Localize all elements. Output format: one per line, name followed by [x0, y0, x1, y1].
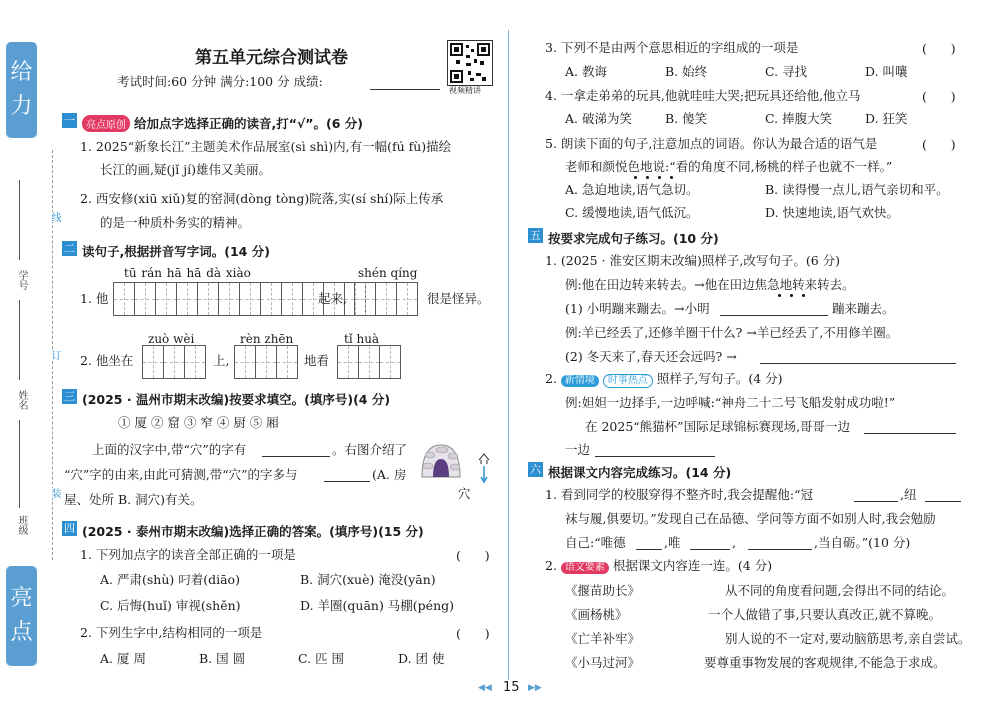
- pinyin-1: tū rán hā hā dà xiào: [124, 266, 251, 280]
- sidebar-top-label: 给 力: [10, 60, 33, 119]
- xue-glyph: 穴: [458, 486, 471, 501]
- match-right-1[interactable]: 从不同的角度看问题,会得出不同的结论。: [725, 583, 954, 598]
- current-affairs-tag: 时事热点: [603, 374, 653, 388]
- s5-blank-4[interactable]: [595, 456, 715, 457]
- r-q5: 5. 朗读下面的句子,注意加点的词语。你认为最合适的语气是: [545, 136, 878, 151]
- r-q5-d: D. 快速地读,语气欢快。: [765, 205, 899, 220]
- xingming-line[interactable]: [19, 300, 20, 380]
- s2-line-2a: 2. 他坐在: [80, 353, 134, 368]
- match-left-3[interactable]: 《亡羊补牢》: [565, 631, 641, 646]
- r-q5-line-2: 老师和颜悦色地说:“看的角度不同,杨桃的样子也就不一样。”: [565, 159, 893, 174]
- pinyin-4: rèn zhēn: [240, 332, 294, 346]
- r-q4: 4. 一拿走弟弟的玩具,他就哇哇大哭;把玩具还给他,他立马: [545, 88, 861, 103]
- qr-caption: 视频精讲: [449, 86, 481, 95]
- s4-q2-b: B. 国 圆: [199, 651, 246, 666]
- r-q3-d: D. 叫嚷: [865, 64, 908, 79]
- s2-line-1a: 1. 他: [80, 291, 109, 306]
- match-right-3[interactable]: 别人说的不一定对,要动脑筋思考,亲自尝试。: [725, 631, 971, 646]
- cave-image: [420, 441, 462, 479]
- s4-q2: 2. 下列生字中,结构相同的一项是: [80, 625, 263, 640]
- evolution-arrow-icon: [478, 452, 490, 486]
- s1-line-3: 2. 西安修(xiū xiǔ)复的窑洞(dòng tòng)院落,实(sí shí)际上传承: [80, 191, 444, 206]
- s2-line-1c: 很是怪异。: [427, 291, 490, 306]
- emphasis-dot: [634, 176, 637, 179]
- page-title: 第五单元综合测试卷: [195, 48, 348, 68]
- s5-line-8: 在 2025“熊猫杯”国际足球锦标赛现场,哥哥一边: [585, 419, 851, 434]
- s5-line-5: (2) 冬天来了,春天还会远吗? →: [565, 349, 737, 364]
- s5-line-2: 例:他在田边转来转去。→他在田边焦急地转来转去。: [565, 277, 855, 292]
- emphasis-dot: [778, 294, 781, 297]
- s6-blank-3[interactable]: [636, 549, 662, 550]
- match-left-1[interactable]: 《揠苗助长》: [565, 583, 641, 598]
- ding-mark: 订: [49, 350, 60, 360]
- s5-line-9: 一边: [565, 442, 591, 457]
- tiangrid-3[interactable]: [142, 345, 206, 379]
- s1-line-1: 1. 2025“新象长江”主题美术作品展室(sì shì)内,有一幅(fú fù)描绘: [80, 139, 452, 154]
- s1-line-4: 的是一种质朴务实的精神。: [100, 215, 251, 230]
- s6-blank-5[interactable]: [748, 549, 812, 550]
- sidebar-bottom-label: 亮 点: [10, 586, 33, 645]
- r-q5-b: B. 读得慢一点儿,语气亲切和平。: [765, 182, 949, 197]
- s5-line-6: 2. 新情境 时事热点 照样子,写句子。(4 分): [545, 371, 783, 386]
- s1-line-2: 长江的画,疑(jǐ jí)雄伟又美丽。: [100, 162, 271, 177]
- s6-line-3d: ,当自砺。”(10 分): [814, 535, 911, 550]
- xingming-label: 姓名: [16, 390, 27, 410]
- s4-q2-d: D. 团 使: [398, 651, 445, 666]
- s6-line-4-text: 根据课文内容连一连。(4 分): [612, 558, 773, 573]
- s4-q2-answer[interactable]: ( ): [456, 626, 490, 641]
- s5-blank-1[interactable]: [720, 315, 828, 316]
- emphasis-dot: [646, 176, 649, 179]
- original-tag: 亮点原创: [82, 115, 130, 132]
- s6-line-3b: ,唯: [664, 535, 681, 550]
- r-q3: 3. 下列不是由两个意思相近的字组成的一项是: [545, 40, 799, 55]
- page-divider: [508, 30, 509, 680]
- zhuang-mark: 装: [49, 488, 60, 498]
- section-3-title: (2025 · 温州市期末改编)按要求填空。(填序号)(4 分): [82, 392, 391, 407]
- xian-mark: 线: [49, 212, 60, 222]
- s3-line-2: “穴”字的由来,由此可猜测,带“穴”的字多与: [64, 467, 298, 482]
- r-q5-answer[interactable]: ( ): [922, 137, 956, 152]
- s4-q1-a: A. 严肃(shù) 叼着(diāo): [100, 572, 240, 587]
- page-number: 15: [503, 680, 520, 695]
- s4-q1: 1. 下列加点字的读音全部正确的一项是: [80, 547, 296, 562]
- next-arrows-icon: ▶▶: [528, 683, 542, 693]
- xuehao-line[interactable]: [19, 180, 20, 260]
- match-left-2[interactable]: 《画杨桃》: [565, 607, 628, 622]
- r-q3-answer[interactable]: ( ): [922, 41, 956, 56]
- section-4-number: 四: [64, 522, 75, 535]
- s6-line-3a: 自己:“唯德: [565, 535, 626, 550]
- r-q3-b: B. 始终: [665, 64, 708, 79]
- section-1-title: 给加点字选择正确的读音,打“√”。(6 分): [134, 116, 363, 131]
- s5-line-3b: 蹦来蹦去。: [832, 301, 895, 316]
- s6-blank-4[interactable]: [690, 549, 730, 550]
- pinyin-2: shén qíng: [358, 266, 418, 280]
- s6-blank-1[interactable]: [854, 501, 898, 502]
- s5-line-1: 1. (2025 · 淮安区期末改编)照样子,改写句子。(6 分): [545, 253, 841, 268]
- glyph-evolution: [478, 452, 488, 486]
- match-right-2[interactable]: 一个人做错了事,只要认真改正,就不算晚。: [708, 607, 941, 622]
- section-3-number: 三: [64, 390, 75, 403]
- s5-line-3a: (1) 小明蹦来蹦去。→小明: [565, 301, 710, 316]
- s5-line-7: 例:妲妲一边择手,一边呼喊:“神舟二十二号飞船发射成功啦!”: [565, 395, 896, 410]
- banji-label: 班级: [16, 515, 27, 535]
- qr-code[interactable]: [447, 40, 493, 86]
- section-6-number: 六: [530, 463, 541, 476]
- s4-q2-a: A. 厦 周: [100, 651, 146, 666]
- r-q4-a: A. 破涕为笑: [565, 111, 632, 126]
- emphasis-dot: [790, 294, 793, 297]
- match-right-4[interactable]: 要尊重事物发展的客观规律,不能急于求成。: [704, 655, 946, 670]
- s4-q2-c: C. 匹 围: [298, 651, 345, 666]
- s5-line-6-text: 照样子,写句子。(4 分): [656, 371, 783, 386]
- s2-line-2b: 上,: [213, 353, 230, 368]
- pinyin-3: zuò wèi: [148, 332, 195, 346]
- s5-blank-3[interactable]: [864, 433, 956, 434]
- match-left-4[interactable]: 《小马过河》: [565, 655, 641, 670]
- s3-line-2b: (A. 房: [372, 467, 407, 482]
- pinyin-5: tǐ huà: [344, 332, 380, 346]
- r-q3-c: C. 寻找: [765, 64, 808, 79]
- r-q3-a: A. 教诲: [565, 64, 607, 79]
- cave-icon: [420, 441, 462, 479]
- s4-q1-answer[interactable]: ( ): [456, 548, 490, 563]
- tiangrid-4[interactable]: [234, 345, 298, 379]
- sidebar-bottom-badge: [6, 566, 37, 666]
- yuwen-tag: 语文要素: [561, 562, 609, 574]
- prev-arrows-icon: ◀◀: [478, 683, 492, 693]
- s3-blank-2[interactable]: [324, 481, 370, 482]
- s4-q1-c: C. 后悔(huǐ) 审视(shěn): [100, 598, 241, 613]
- s5-blank-2[interactable]: [760, 363, 956, 364]
- s3-line-3: 屋、处所 B. 洞穴)有关。: [64, 492, 203, 507]
- s5-line-4: 例:羊已经丢了,还修羊圈干什么? →羊已经丢了,不用修羊圈。: [565, 325, 899, 340]
- s6-line-4: 2. 语文要素 根据课文内容连一连。(4 分): [545, 558, 773, 573]
- s3-line-1: 上面的汉字中,带“穴”的字有: [92, 442, 247, 457]
- s4-q1-b: B. 洞穴(xuè) 淹没(yān): [300, 572, 436, 587]
- section-4-title: (2025 · 泰州市期末改编)选择正确的答案。(填序号)(15 分): [82, 524, 424, 539]
- r-q4-c: C. 捧腹大笑: [765, 111, 833, 126]
- s3-blank-1[interactable]: [262, 456, 330, 457]
- banji-line[interactable]: [19, 420, 20, 508]
- r-q4-d: D. 狂笑: [865, 111, 908, 126]
- section-5-title: 按要求完成句子练习。(10 分): [548, 231, 719, 246]
- section-2-number: 二: [64, 242, 75, 255]
- tiangrid-2[interactable]: [354, 282, 418, 316]
- s2-line-1b: 起来,: [318, 291, 347, 306]
- r-q4-b: B. 傻笑: [665, 111, 708, 126]
- xuehao-label: 学号: [16, 270, 27, 290]
- qr-code-icon: [448, 41, 492, 85]
- section-5-number: 五: [530, 229, 541, 242]
- s4-q1-d: D. 羊圈(quān) 马棚(péng): [300, 598, 455, 613]
- sidebar-top-badge: [6, 42, 37, 138]
- s6-line-3c: ,: [732, 535, 736, 550]
- s6-line-1b: ,纽: [900, 487, 917, 502]
- section-1-number: 一: [64, 114, 75, 127]
- exam-info: 考试时间:60 分钟 满分:100 分 成绩:: [117, 74, 323, 89]
- emphasis-dot: [658, 176, 661, 179]
- new-context-tag: 新情境: [561, 375, 599, 387]
- s6-blank-2[interactable]: [925, 501, 961, 502]
- section-6-title: 根据课文内容完成练习。(14 分): [548, 465, 732, 480]
- s3-line-1b: 。右图介绍了: [332, 442, 408, 457]
- s3-options: ① 厦 ② 窟 ③ 窄 ④ 厨 ⑤ 厢: [118, 415, 279, 430]
- section-2-title: 读句子,根据拼音写字词。(14 分): [82, 244, 270, 259]
- emphasis-dot: [670, 176, 673, 179]
- r-q5-a: A. 急迫地读,语气急切。: [565, 182, 699, 197]
- score-line[interactable]: [370, 89, 440, 90]
- s6-line-1a: 1. 看到同学的校服穿得不整齐时,我会提醒他:“冠: [545, 487, 813, 502]
- r-q5-c: C. 缓慢地读,语气低沉。: [565, 205, 699, 220]
- s6-line-2: 袜与履,俱要切。”发现自己在品德、学问等方面不如别人时,我会勉励: [565, 511, 936, 526]
- r-q4-answer[interactable]: ( ): [922, 89, 956, 104]
- tiangrid-5[interactable]: [337, 345, 401, 379]
- s2-line-2c: 地看: [304, 353, 330, 368]
- emphasis-dot: [802, 294, 805, 297]
